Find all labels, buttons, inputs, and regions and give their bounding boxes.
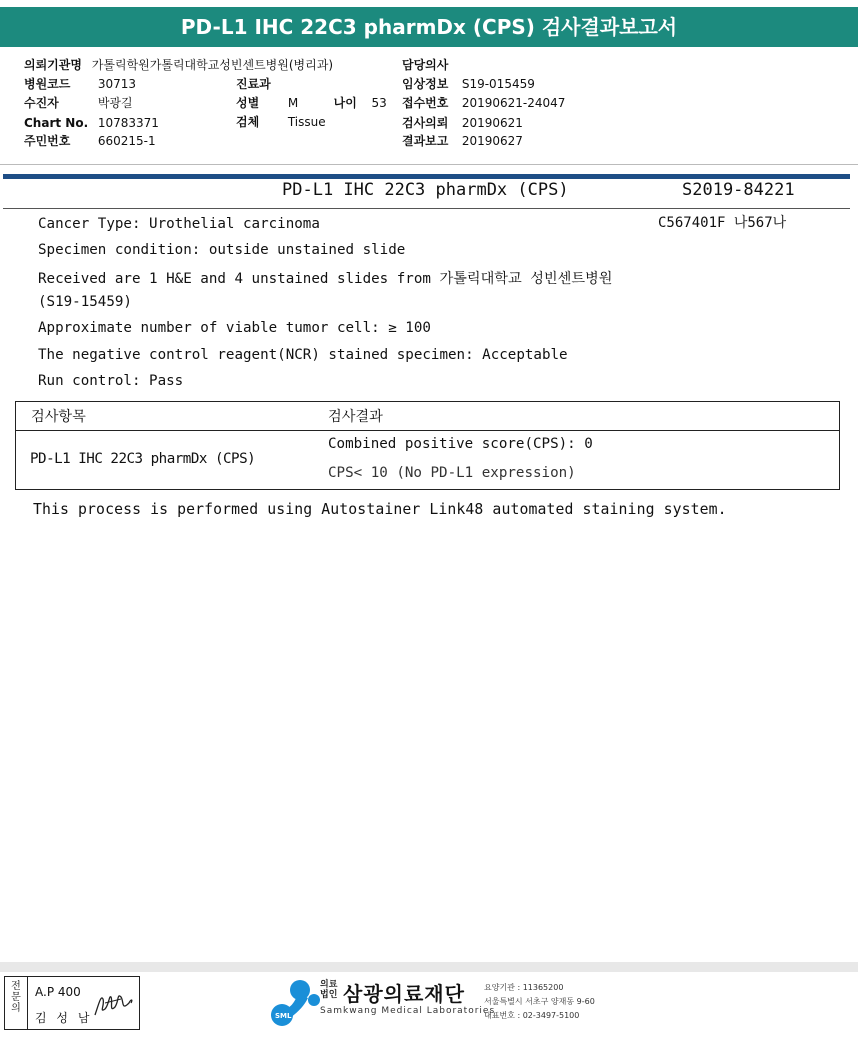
ap-number: A.P 400 — [35, 985, 81, 999]
test-title: PD-L1 IHC 22C3 pharmDx (CPS) — [282, 180, 569, 200]
institution-row — [24, 58, 333, 72]
receipt-label: 접수번호 — [402, 96, 449, 110]
report-line: Approximate number of viable tumor cell: ≥ 100 — [38, 320, 431, 336]
report-line: Cancer Type: Urothelial carcinoma — [38, 216, 320, 232]
resident-label: 주민번호 — [24, 134, 71, 148]
doctor-name: 김 성 남 — [35, 1011, 93, 1025]
clinical-row — [402, 77, 535, 91]
report-date-label: 결과보고 — [402, 134, 449, 148]
org-info-address: 서울특별시 서초구 양재동 9-60 — [484, 997, 595, 1006]
org-type: 의료 법인 — [320, 980, 338, 1000]
col-header-item: 검사항목 — [31, 409, 86, 425]
report-date-value: 20190627 — [461, 134, 523, 148]
institution-value: 가톨릭학원가톨릭대학교성빈센트병원(병리과) — [91, 58, 334, 72]
dept-label: 진료과 — [236, 77, 271, 91]
title-underline — [3, 208, 850, 209]
signature-mark — [91, 989, 135, 1021]
specimen-row — [236, 115, 326, 129]
resident-value: 660215-1 — [97, 134, 156, 148]
recipient-value: 박광길 — [97, 96, 133, 110]
signature-box — [4, 976, 140, 1030]
blue-divider — [3, 174, 850, 179]
table-item: PD-L1 IHC 22C3 pharmDx (CPS) — [30, 451, 256, 467]
table-result-1: Combined positive score(CPS): 0 — [328, 436, 593, 452]
chart-value: 10783371 — [97, 116, 159, 130]
hospital-code-value: 30713 — [97, 77, 137, 91]
table-result-2: CPS< 10 (No PD-L1 expression) — [328, 465, 576, 481]
age-value: 53 — [371, 96, 387, 110]
chart-row — [24, 116, 159, 130]
dept-row — [236, 77, 275, 91]
chart-label: Chart No. — [24, 116, 89, 130]
org-name: 삼광의료재단 — [343, 982, 465, 1006]
signature-divider — [27, 977, 28, 1029]
sml-logo-icon — [270, 978, 322, 1028]
receipt-value: 20190621-24047 — [461, 96, 566, 110]
sex-row — [236, 96, 387, 110]
doctor-row — [402, 58, 452, 72]
resident-row — [24, 134, 156, 148]
footer-divider — [0, 962, 858, 972]
hospital-code-label: 병원코드 — [24, 77, 71, 91]
report-date-row — [402, 134, 523, 148]
table-header-divider — [16, 430, 839, 431]
report-number: S2019-84221 — [682, 180, 795, 200]
clinical-label: 임상정보 — [402, 77, 449, 91]
process-note: This process is performed using Autostainer Link48 automated staining system. — [33, 501, 727, 518]
age-label: 나이 — [333, 96, 357, 110]
report-title: PD-L1 IHC 22C3 pharmDx (CPS) 검사결과보고서 — [0, 7, 858, 47]
request-row — [402, 116, 523, 130]
specimen-value: Tissue — [287, 115, 326, 129]
report-line: The negative control reagent(NCR) stained specimen: Acceptable — [38, 347, 568, 363]
logo-text: SML — [275, 1012, 292, 1020]
report-code: C567401F 나567나 — [658, 215, 787, 231]
org-english-name: Samkwang Medical Laboratories — [320, 1006, 496, 1016]
doctor-label: 담당의사 — [402, 58, 449, 72]
recipient-row — [24, 96, 133, 110]
sex-label: 성별 — [236, 96, 260, 110]
request-label: 검사의뢰 — [402, 116, 449, 130]
recipient-label: 수진자 — [24, 96, 59, 110]
report-line: Specimen condition: outside unstained slide — [38, 242, 406, 258]
org-info-phone: 대표번호 : 02-3497-5100 — [484, 1011, 580, 1020]
hospital-code-row — [24, 77, 136, 91]
institution-label: 의뢰기관명 — [24, 58, 82, 72]
specialist-label: 전 문 의 — [11, 981, 21, 1014]
receipt-row — [402, 96, 565, 110]
report-line: Run control: Pass — [38, 373, 184, 389]
report-line: (S19-15459) — [38, 294, 132, 310]
result-table — [15, 401, 840, 490]
org-info-code: 요양기관 : 11365200 — [484, 983, 564, 992]
request-value: 20190621 — [461, 116, 523, 130]
specimen-label: 검체 — [236, 115, 260, 129]
header-divider — [0, 164, 858, 165]
clinical-value: S19-015459 — [461, 77, 535, 91]
sex-value: M — [287, 96, 299, 110]
report-line: Received are 1 H&E and 4 unstained slides from 가톨릭대학교 성빈센트병원 — [38, 271, 613, 287]
col-header-result: 검사결과 — [328, 409, 383, 425]
